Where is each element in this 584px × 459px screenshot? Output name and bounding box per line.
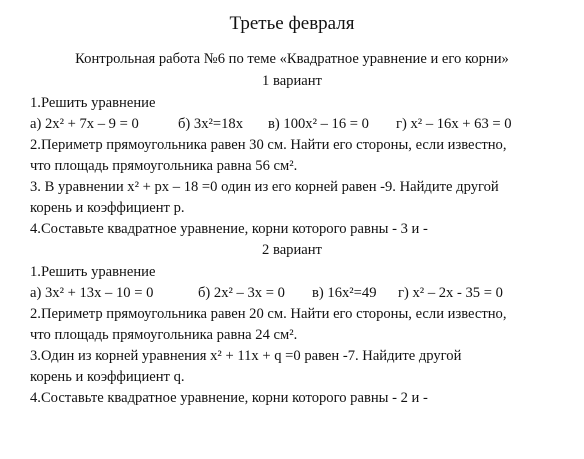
v2-task3-line2: корень и коэффициент q.	[30, 369, 185, 385]
v2-equation-c: в) 16x²=49	[312, 285, 377, 301]
test-title: Контрольная работа №6 по теме «Квадратное уравнение и его корни»	[75, 51, 509, 67]
v2-equation-d: г) x² – 2x - 35 = 0	[398, 285, 503, 301]
v2-task3-line1: 3.Один из корней уравнения x² + 11x + q =0 равен -7. Найдите другой	[30, 348, 462, 364]
v2-equation-b: б) 2x² – 3x = 0	[198, 285, 285, 301]
date-heading: Третье февраля	[229, 13, 355, 34]
v1-equation-b: б) 3x²=18x	[178, 116, 244, 132]
v2-task2-line1: 2.Периметр прямоугольника равен 20 см. Найти его стороны, если известно,	[30, 306, 507, 322]
v2-task1-title: 1.Решить уравнение	[30, 264, 156, 280]
v1-task3-line1: 3. В уравнении x² + px – 18 =0 один из его корней равен -9. Найдите другой	[30, 179, 499, 195]
v2-equation-a: а) 3x² + 13x – 10 = 0	[30, 285, 154, 301]
v1-equation-c: в) 100x² – 16 = 0	[268, 116, 369, 132]
v1-task1-equations	[30, 115, 512, 133]
v1-task1-title: 1.Решить уравнение	[30, 95, 156, 111]
v1-task2-line1: 2.Периметр прямоугольника равен 30 см. Найти его стороны, если известно,	[30, 137, 507, 153]
v1-task3-line2: корень и коэффициент p.	[30, 200, 185, 216]
variant-2-label: 2 вариант	[262, 242, 322, 258]
v2-task4: 4.Составьте квадратное уравнение, корни которого равны - 2 и -	[30, 390, 428, 406]
v1-equation-d: г) x² – 16x + 63 = 0	[396, 116, 512, 132]
v1-task2-line2: что площадь прямоугольника равна 56 см².	[30, 158, 298, 174]
v2-task2-line2: что площадь прямоугольника равна 24 см².	[30, 327, 298, 343]
v2-task1-equations	[30, 284, 503, 302]
v1-equation-a: а) 2x² + 7x – 9 = 0	[30, 116, 139, 132]
variant-1-label: 1 вариант	[262, 73, 322, 89]
v1-task4: 4.Составьте квадратное уравнение, корни которого равны - 3 и -	[30, 221, 428, 237]
